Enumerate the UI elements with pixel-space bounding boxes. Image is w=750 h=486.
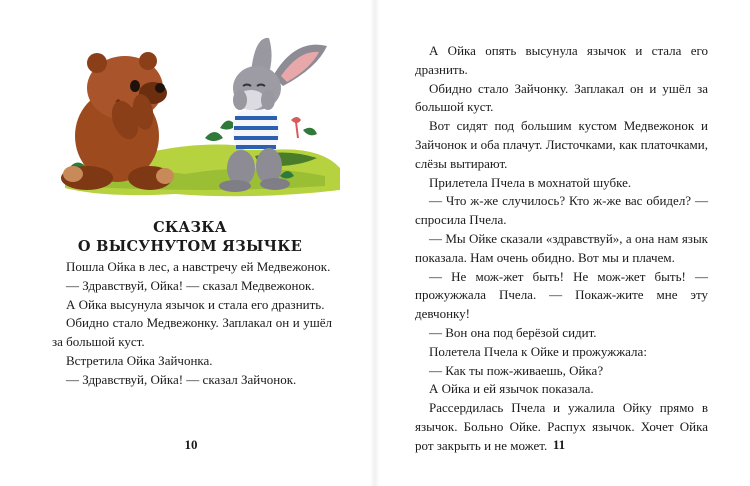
right-page-text [415, 42, 708, 456]
story-title [20, 218, 360, 256]
bear-and-bunny-illustration [55, 28, 345, 208]
paragraph: Полетела Пчела к Ойке и прожужжала: [429, 343, 647, 359]
paragraph: Рассердилась Пчела и ужалила Ойку прямо в язычок. Больно Ойке. Распух язычок. Хочет Ойка рот закрыть и не может. [415, 400, 708, 453]
paragraph: Пошла Ойка в лес, а навстречу ей Медвежонок. [66, 259, 331, 274]
paragraph: — Что ж-же случилось? Кто ж-же вас обидел? — спросила Пчела. [415, 193, 708, 228]
paragraph: — Не мож-жет быть! Не мож-жет быть! — прожужжала Пчела. — Покаж-жите мне эту девчонку! [415, 268, 708, 322]
paragraph: А Ойка и ей язычок показала. [429, 381, 594, 397]
paragraph: А Ойка опять высунула язычок и стала его дразнить. [415, 43, 708, 77]
title-line-1: СКАЗКА [153, 219, 227, 236]
paragraph: Вот сидят под большим кустом Медвежонок и Зайчонок и оба плачут. Листочками, как платочками, слёзы вытирают. [415, 118, 708, 171]
paragraph: — Здравствуй, Ойка! — сказал Медвежонок. [66, 277, 315, 293]
paragraph: Прилетела Пчела в мохнатой шубке. [429, 174, 632, 190]
title-line-2: О ВЫСУНУТОМ ЯЗЫЧКЕ [77, 238, 303, 255]
right-page [375, 0, 750, 486]
page-number-left: 10 [184, 437, 198, 452]
paragraph: — Мы Ойке сказали «здравствуй», а она нам язык показала. Нам очень обидно. Вот мы и плачем. [415, 230, 708, 265]
paragraph: Обидно стало Медвежонку. Заплакал он и ушёл за большой куст. [52, 315, 332, 350]
bear-figure [61, 52, 174, 190]
paragraph: — Как ты пож-живаешь, Ойка? [429, 362, 604, 378]
paragraph: Встретила Ойка Зайчонка. [66, 352, 213, 368]
paragraph: — Вон она под берёзой сидит. [429, 324, 597, 340]
left-page-text [52, 258, 332, 390]
paragraph: Обидно стало Зайчонку. Заплакал он и ушёл за большой куст. [415, 80, 708, 115]
page-number-right: 11 [552, 437, 566, 452]
paragraph: А Ойка высунула язычок и стала его дразнить. [66, 296, 325, 312]
paragraph: — Здравствуй, Ойка! — сказал Зайчонок. [66, 371, 297, 387]
